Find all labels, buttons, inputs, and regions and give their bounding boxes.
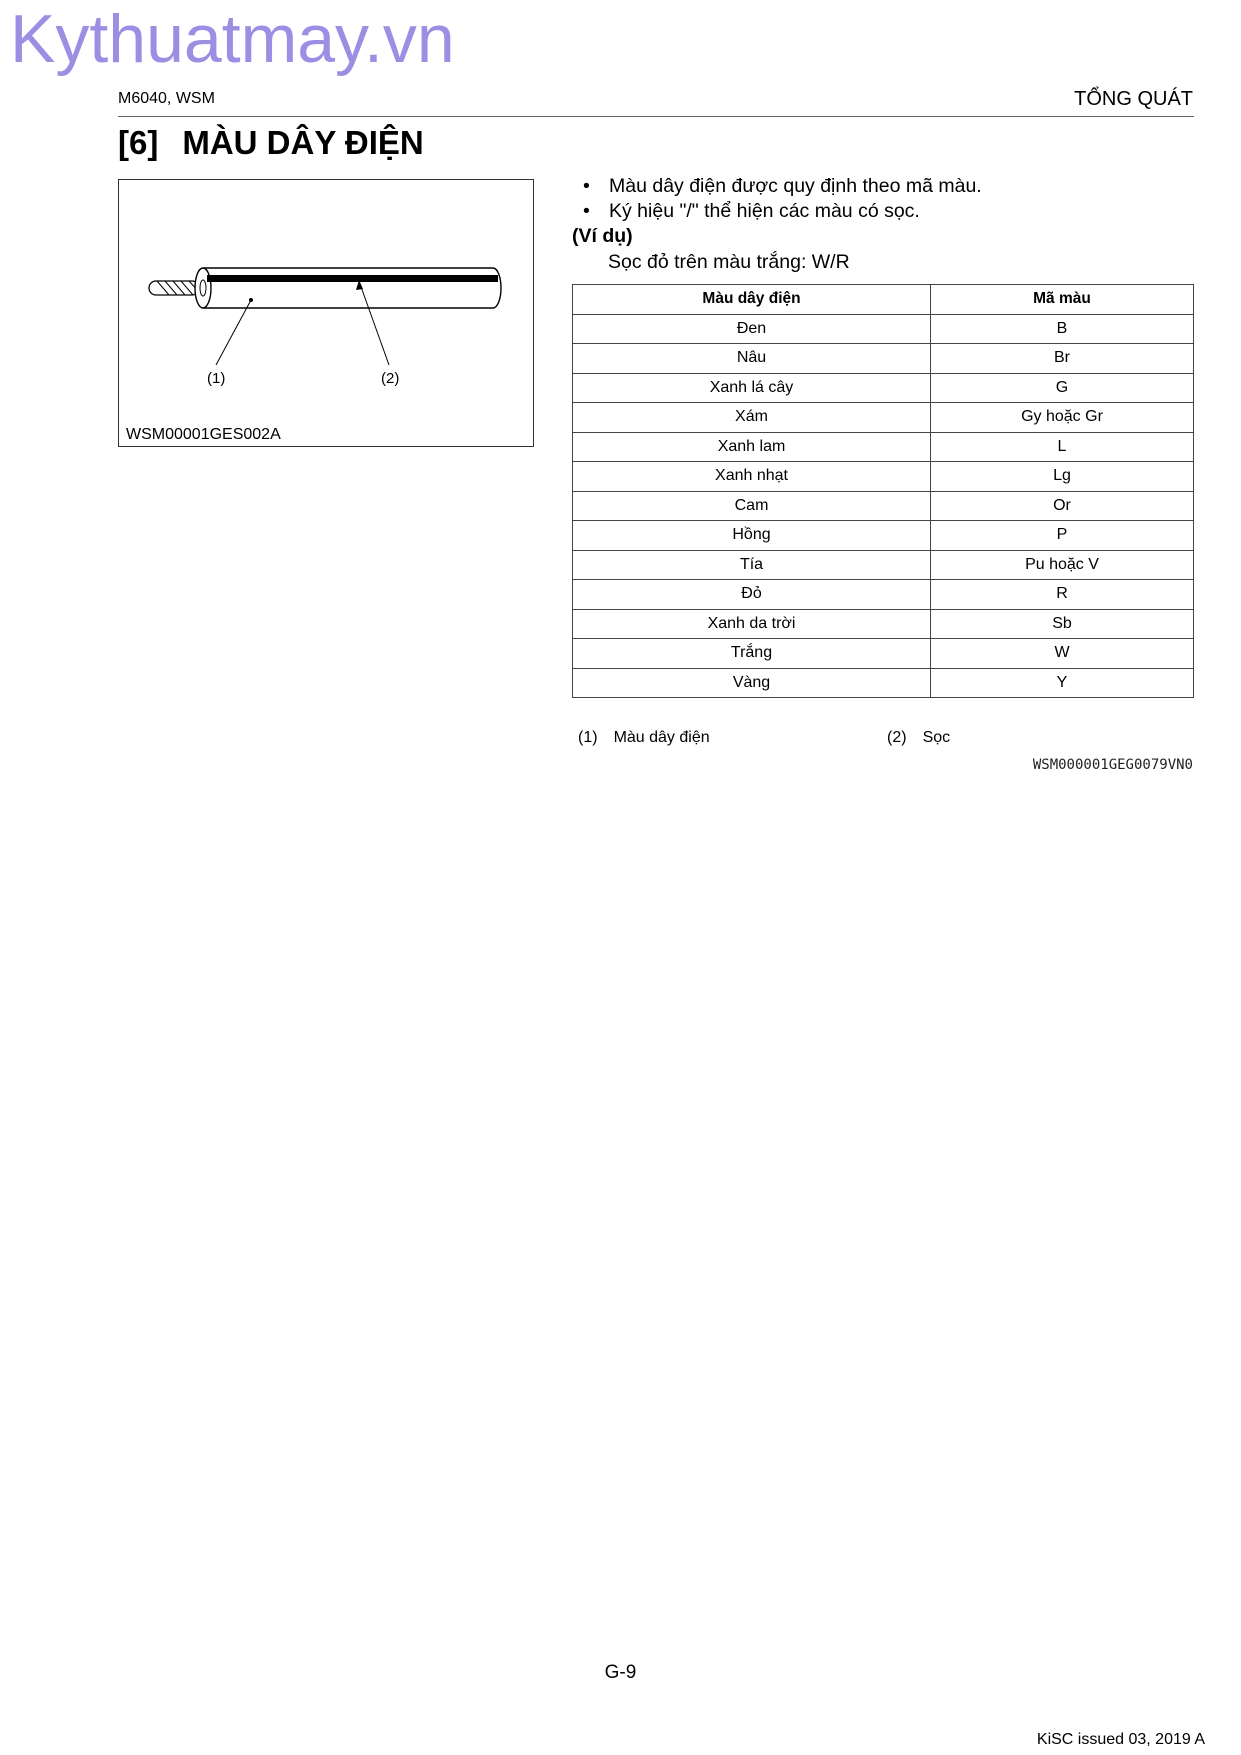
example-heading: (Ví dụ) [572,225,633,247]
table-header-row [573,285,1194,315]
color-code: Y [931,668,1194,698]
color-name: Đen [573,314,931,344]
wire-figure [118,179,534,447]
color-code: L [931,432,1194,462]
table-row [573,344,1194,374]
column-header-color: Màu dây điện [573,285,931,315]
section-title [118,124,424,162]
color-code: G [931,373,1194,403]
example-text: Sọc đỏ trên màu trắng: W/R [608,251,850,273]
color-name: Vàng [573,668,931,698]
table-row [573,373,1194,403]
bullet-text: Màu dây điện được quy định theo mã màu. [609,175,982,197]
page-number: G-9 [604,1662,637,1683]
document-code: WSM000001GEG0079VN0 [1032,757,1193,773]
color-name: Xanh da trời [573,609,931,639]
table-row [573,462,1194,492]
column-header-code: Mã màu [931,285,1194,315]
header-rule [118,116,1194,117]
legend-item-1 [578,729,710,747]
wire-color-table [572,284,1194,698]
wire-illustration [119,180,535,448]
leader-line-1 [216,300,251,365]
color-code: W [931,639,1194,669]
color-code: Gy hoặc Gr [931,403,1194,433]
color-code: Pu hoặc V [931,550,1194,580]
header-chapter: TỔNG QUÁT [1074,88,1193,110]
color-name: Xám [573,403,931,433]
figure-label-1: (1) [207,370,226,387]
legend-text: Sọc [922,729,951,746]
legend-number: (1) [578,729,598,746]
wire-insulation [203,268,501,308]
legend-text: Màu dây điện [613,729,710,746]
color-code: Sb [931,609,1194,639]
table-row [573,491,1194,521]
table-row [573,521,1194,551]
wire-core-end [200,280,206,296]
color-code: B [931,314,1194,344]
color-code: Or [931,491,1194,521]
color-name: Hồng [573,521,931,551]
color-code: P [931,521,1194,551]
wire-stripe [207,275,498,282]
color-name: Trắng [573,639,931,669]
legend-number: (2) [887,729,907,746]
table-row [573,314,1194,344]
bullet-item: • Màu dây điện được quy định theo mã màu. [583,175,982,197]
table-row [573,609,1194,639]
color-name: Xanh lam [573,432,931,462]
bullet-text: Ký hiệu "/" thể hiện các màu có sọc. [609,200,920,222]
figure-code: WSM00001GES002A [126,426,281,443]
figure-label-2: (2) [381,370,400,387]
header-model: M6040, WSM [118,90,215,107]
section-number: [6] [118,124,159,161]
issue-info: KiSC issued 03, 2019 A [1036,1731,1205,1748]
color-name: Tía [573,550,931,580]
color-name: Nâu [573,344,931,374]
color-code: R [931,580,1194,610]
color-code: Br [931,344,1194,374]
table-row [573,403,1194,433]
table-row [573,432,1194,462]
bullet-item: • Ký hiệu "/" thể hiện các màu có sọc. [583,200,920,222]
color-name: Xanh lá cây [573,373,931,403]
color-name: Xanh nhạt [573,462,931,492]
bullet-list [583,174,982,224]
table-row [573,550,1194,580]
color-name: Đỏ [573,580,931,610]
watermark: Kythuatmay.vn [10,1,455,77]
table-row [573,580,1194,610]
table-row [573,639,1194,669]
section-heading: MÀU DÂY ĐIỆN [182,124,424,161]
color-code: Lg [931,462,1194,492]
table-row [573,668,1194,698]
color-name: Cam [573,491,931,521]
legend-item-2 [887,729,950,747]
